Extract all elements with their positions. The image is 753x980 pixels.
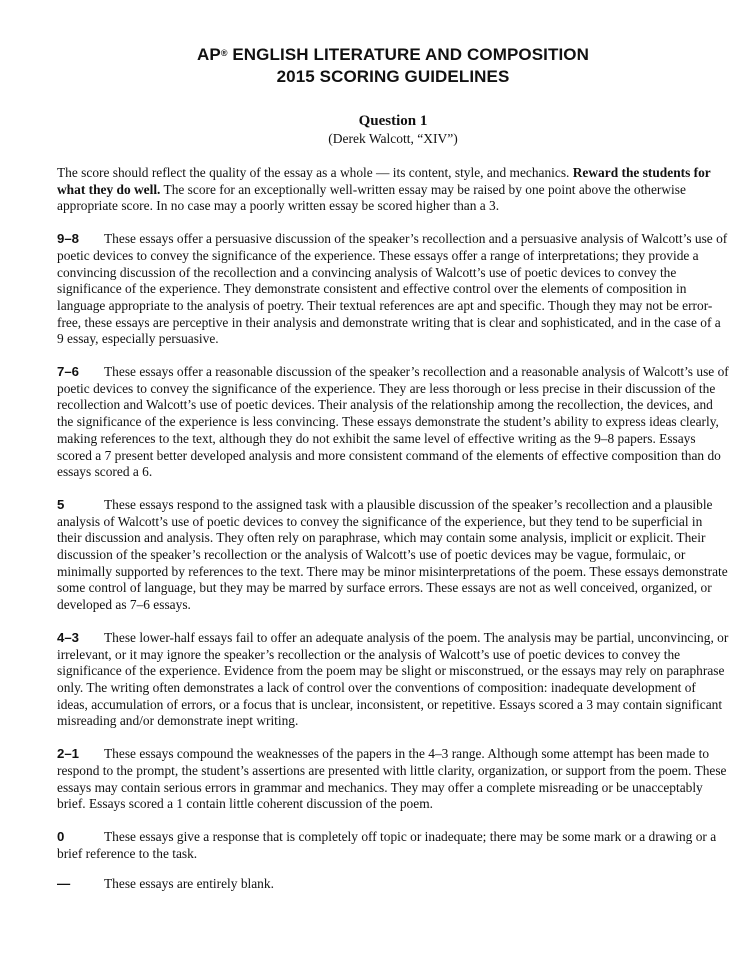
score-band-0 [57, 829, 729, 862]
score-description: These essays offer a persuasive discussion of the speaker’s recollection and a persuasive analysis of Walcott’s use of poetic devices to convey the significance of the experience. These essays offer a range of interpretations; they provide a convincing discussion of the recollection and a convincing analysis of Walcott’s use of poetic devices to convey the significance of the experience. They demonstrate consistent and effective control over the elements of composition in language appropriate to the analysis of poetry. Their textual references are apt and specific. Though they may not be error-free, these essays are perceptive in their analysis and demonstrate writing that is clear and sophisticated, and in the case of a 9 essay, especially persuasive. [57, 231, 728, 347]
score-label: 5 [57, 496, 65, 512]
score-description: These essays give a response that is completely off topic or inadequate; there may be some mark or a drawing or a brief reference to the task. [57, 828, 717, 861]
score-description: These essays offer a reasonable discussion of the speaker’s recollection and a reasonable analysis of Walcott’s use of poetic devices to convey the significance of the experience. They are less thorough or less precise in their discussion of the recollection and Walcott’s use of poetic devices. Their analysis of the relationship among the recollection, the devices, and the significance of the experience is less convincing. These essays demonstrate the student’s ability to express ideas clearly, making references to the text, although they do not exhibit the same level of effective writing as the 9–8 papers. Essays scored a 7 present better developed analysis and more consistent command of the elements of effective composition than do essays scored a 6. [57, 364, 729, 480]
score-band-4-3 [57, 630, 729, 730]
score-band-2-1 [57, 746, 729, 813]
score-label: 9–8 [57, 231, 80, 247]
intro-bold: Reward the students for what they do well. [57, 165, 711, 197]
score-band-5 [57, 497, 729, 614]
question-title: Question 1 [358, 113, 428, 129]
score-description: These essays are entirely blank. [104, 876, 274, 892]
registered-mark: ® [220, 48, 228, 58]
score-label: 0 [57, 828, 65, 844]
score-label: 2–1 [57, 746, 80, 762]
document-header [57, 44, 729, 88]
intro-paragraph [57, 165, 729, 215]
header-ap: AP [196, 45, 221, 64]
score-description: These essays respond to the assigned task with a plausible discussion of the speaker’s recollection and a plausible analysis of Walcott’s use of poetic devices to convey the significance of the experience, but they tend to be superficial in their discussion and analysis. They often rely on paraphrase, which may contain some analysis, implicit or explicit. Their discussion of the speaker’s recollection or the analysis of Walcott’s use of poetic devices may be vague, formulaic, or minimally supported by references to the text. There may be minor misinterpretations of the poem. These essays demonstrate some control of language, but they may be marred by surface errors. These essays are not as well conceived, organized, or developed as 7–6 essays. [57, 496, 728, 613]
score-band-blank [57, 876, 729, 893]
intro-text-2: The score for an exceptionally well-written essay may be raised by one point above the otherwise appropriate score. In no case may a poorly written essay be scored higher than a 3. [57, 181, 686, 214]
intro-text-1: The score should reflect the quality of the essay as a whole — its content, style, and mechanics. [57, 165, 573, 180]
header-course: ENGLISH LITERATURE AND COMPOSITION [227, 45, 589, 64]
score-band-9-8 [57, 231, 729, 348]
header-line-2: 2015 SCORING GUIDELINES [276, 67, 510, 86]
score-label: 7–6 [57, 364, 80, 380]
score-band-7-6 [57, 364, 729, 481]
question-subtitle: (Derek Walcott, “XIV”) [328, 131, 458, 146]
score-description: These essays compound the weaknesses of the papers in the 4–3 range. Although some attempt has been made to respond to the prompt, the student’s assertions are presented with little clarity, organization, or support from the poem. These essays may contain serious errors in grammar and mechanics. They may offer a complete misreading or be unacceptably brief. Essays scored a 1 contain little coherent discussion of the poem. [57, 746, 727, 812]
scoring-guidelines-page [57, 44, 729, 893]
score-label: — [57, 876, 71, 892]
header-line-1 [57, 44, 729, 66]
score-label: 4–3 [57, 629, 80, 645]
question-heading [57, 112, 729, 147]
score-description: These lower-half essays fail to offer an adequate analysis of the poem. The analysis may be partial, unconvincing, or irrelevant, or it may ignore the speaker’s recollection or the analysis of Walcott’s use of poetic devices to convey the significance of the experience. Evidence from the poem may be slight or misconstrued, or the essays may rely on paraphrase only. The writing often demonstrates a lack of control over the conventions of composition: inadequate development of ideas, accumulation of errors, or a focus that is unclear, inconsistent, or repetitive. Essays scored a 3 may contain significant misreading and/or demonstrate inept writing. [57, 629, 729, 729]
